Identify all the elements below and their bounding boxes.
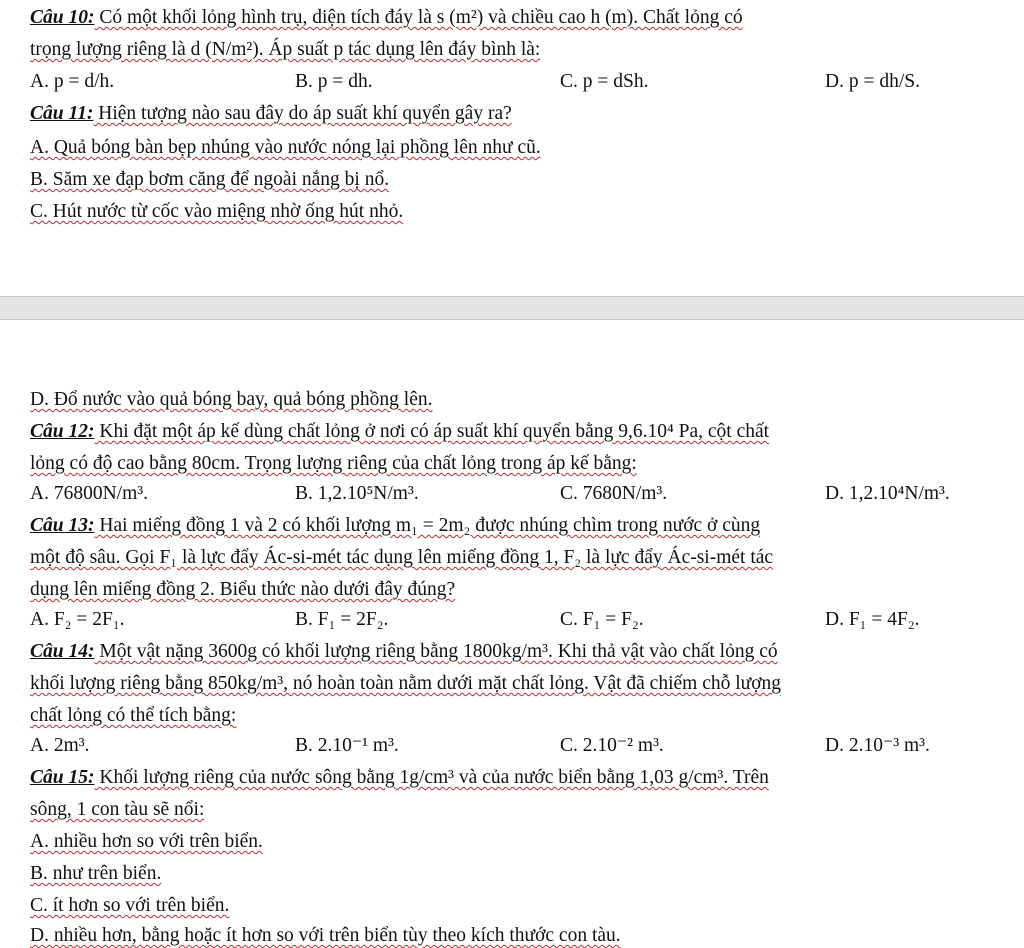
q13-options <box>30 608 984 632</box>
q13-line-1 <box>30 514 984 538</box>
q11-label: Câu 11: <box>30 103 94 124</box>
q14-line-1 <box>30 640 984 664</box>
q10-option-d: D. p = dh/S. <box>825 71 920 92</box>
page-break <box>0 296 1024 320</box>
q10-options <box>30 70 984 94</box>
q15-text-1: Khối lượng riêng của nước sông bằng 1g/cm³ và của nước biển bằng 1,03 g/cm³. Trên <box>94 767 769 788</box>
q15-option-b: B. như trên biển. <box>30 863 162 884</box>
q13-text-1: Hai miếng đồng 1 và 2 có khối lượng m₁ = 2m₂ được nhúng chìm trong nước ở cùng <box>94 515 761 536</box>
q13-text-3: dụng lên miếng đồng 2. Biểu thức nào dưới đây đúng? <box>30 579 456 600</box>
q10-label: Câu 10: <box>30 7 95 28</box>
q13-text-2: một độ sâu. Gọi F₁ là lực đẩy Ác-si-mét tác dụng lên miếng đồng 1, F₂ là lực đẩy Ác-si-mét tác <box>30 547 774 568</box>
q15-option-c: C. ít hơn so với trên biển. <box>30 895 230 916</box>
document-page-top <box>0 0 1024 296</box>
q11-option-a: A. Quả bóng bàn bẹp nhúng vào nước nóng lại phồng lên như cũ. <box>30 137 541 158</box>
q10-option-c: C. p = dSh. <box>560 71 649 92</box>
q15-option-d: D. nhiều hơn, bằng hoặc ít hơn so với trên biển tùy theo kích thước con tàu. <box>30 925 621 946</box>
q10-line-2 <box>30 38 984 62</box>
q14-option-d: D. 2.10⁻³ m³. <box>825 735 930 756</box>
q12-options <box>30 482 984 506</box>
q14-label: Câu 14: <box>30 641 95 662</box>
q12-line-2 <box>30 452 984 476</box>
q13-line-3 <box>30 578 984 602</box>
q12-label: Câu 12: <box>30 421 95 442</box>
q12-text-2: lỏng có độ cao bằng 80cm. Trọng lượng riêng của chất lỏng trong áp kế bằng: <box>30 453 637 474</box>
q14-text-2: khối lượng riêng bằng 850kg/m³, nó hoàn toàn nằm dưới mặt chất lỏng. Vật đã chiếm chỗ lượng <box>30 673 782 694</box>
q15-option-a: A. nhiều hơn so với trên biển. <box>30 831 263 852</box>
q14-line-3 <box>30 704 984 728</box>
q14-line-2 <box>30 672 984 696</box>
q12-option-a: A. 76800N/m³. <box>30 483 148 504</box>
q13-option-d: D. F₁ = 4F₂. <box>825 609 920 630</box>
q11-option-c: C. Hút nước từ cốc vào miệng nhờ ống hút nhỏ. <box>30 201 404 222</box>
q14-option-a: A. 2m³. <box>30 735 90 756</box>
q10-option-b: B. p = dh. <box>295 71 373 92</box>
q15-text-2: sông, 1 con tàu sẽ nổi: <box>30 799 205 820</box>
q12-option-c: C. 7680N/m³. <box>560 483 668 504</box>
q14-text-3: chất lỏng có thể tích bằng: <box>30 705 237 726</box>
q15-label: Câu 15: <box>30 767 95 788</box>
q14-text-1: Một vật nặng 3600g có khối lượng riêng bằng 1800kg/m³. Khi thả vật vào chất lỏng có <box>94 641 778 662</box>
q14-option-c: C. 2.10⁻² m³. <box>560 735 664 756</box>
q11-option-b: B. Săm xe đạp bơm căng để ngoài nắng bị nổ. <box>30 169 390 190</box>
q10-text-1: Có một khối lỏng hình trụ, diện tích đáy là s (m²) và chiều cao h (m). Chất lỏng có <box>94 7 743 28</box>
q13-label: Câu 13: <box>30 515 95 536</box>
q11-option-d: D. Đổ nước vào quả bóng bay, quả bóng phồng lên. <box>30 389 433 410</box>
q15-line-2 <box>30 798 984 822</box>
q10-text-2: trọng lượng riêng là d (N/m²). Áp suất p tác dụng lên đáy bình là: <box>30 39 541 60</box>
q11-text-1: Hiện tượng nào sau đây do áp suất khí quyển gây ra? <box>93 103 512 124</box>
q13-option-b: B. F₁ = 2F₂. <box>295 609 389 630</box>
q15-line-1 <box>30 766 984 790</box>
q10-option-a: A. p = d/h. <box>30 71 115 92</box>
q10-line-1 <box>30 6 984 30</box>
q12-option-d: D. 1,2.10⁴N/m³. <box>825 483 950 504</box>
q13-line-2 <box>30 546 984 570</box>
q12-option-b: B. 1,2.10⁵N/m³. <box>295 483 419 504</box>
q13-option-a: A. F₂ = 2F₁. <box>30 609 125 630</box>
q13-option-c: C. F₁ = F₂. <box>560 609 644 630</box>
q12-line-1 <box>30 420 984 444</box>
q14-options <box>30 734 984 758</box>
document-page-bottom <box>0 318 1024 947</box>
q12-text-1: Khi đặt một áp kế dùng chất lỏng ở nơi có áp suất khí quyển bằng 9,6.10⁴ Pa, cột chất <box>94 421 770 442</box>
q14-option-b: B. 2.10⁻¹ m³. <box>295 735 399 756</box>
q11-line-1 <box>30 102 984 126</box>
